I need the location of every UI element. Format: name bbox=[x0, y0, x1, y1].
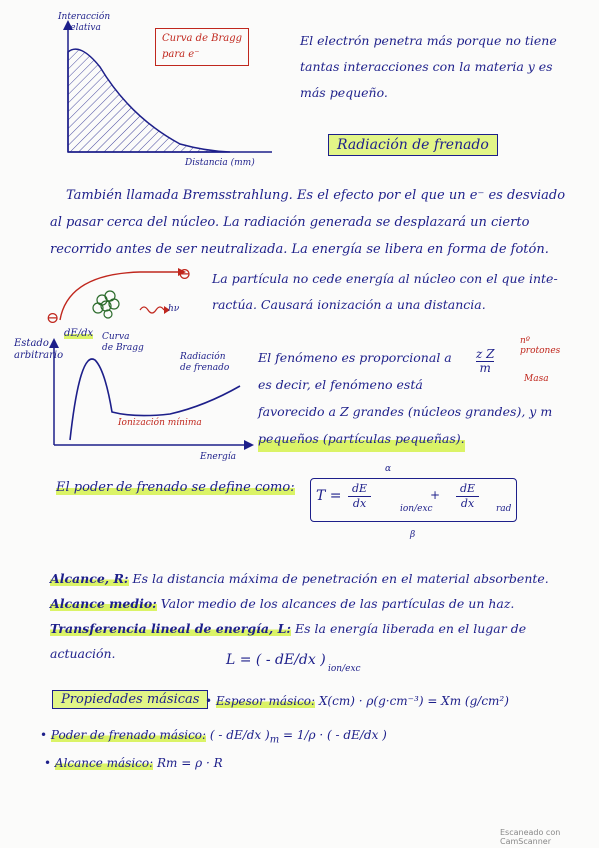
mass-bullet3 bbox=[44, 756, 223, 770]
para1-line1: También llamada Bremsstrahlung. Es el efecto por el que un e⁻ es desviado bbox=[66, 188, 566, 203]
term2-den: dx bbox=[460, 497, 475, 510]
intro-line2: tantas interacciones con la materia y es bbox=[300, 59, 553, 74]
def-let-text: Es la energía liberada en el lugar de bbox=[295, 621, 527, 636]
def-mean-text: Valor medio de los alcances de las partículas de un haz. bbox=[160, 596, 515, 611]
section-title: Radiación de frenado bbox=[328, 134, 498, 156]
intro-line1: El electrón penetra más porque no tiene bbox=[300, 33, 557, 48]
graph2-rad-label-2: de frenado bbox=[180, 363, 230, 373]
term2-sub: rad bbox=[496, 504, 512, 514]
note-protons-2: protones bbox=[520, 346, 561, 356]
mass-bullet1 bbox=[205, 694, 509, 708]
term1-num: dE bbox=[348, 482, 371, 497]
nucleus-line1: La partícula no cede energía al núcleo con el que inte- bbox=[212, 271, 558, 286]
note-mass: Masa bbox=[524, 374, 549, 384]
graph2-rad-label-1: Radiación bbox=[180, 352, 226, 362]
def-let-text2: actuación. bbox=[50, 646, 116, 661]
bragg-x-label: Distancia (mm) bbox=[185, 158, 255, 168]
def-range-term: Alcance, R: bbox=[50, 571, 129, 586]
bullet1-icon: • bbox=[205, 694, 213, 708]
graph2-axis-label: dE/dx bbox=[64, 328, 94, 339]
phenomenon-text bbox=[258, 344, 552, 452]
phenomenon-line1: El fenómeno es proporcional a bbox=[258, 350, 452, 365]
def-mean bbox=[50, 591, 549, 616]
mass-bullet2 bbox=[40, 728, 387, 745]
proportional-ratio bbox=[476, 348, 494, 375]
phenomenon-line3: favorecido a Z grandes (núcleos grandes), y m bbox=[258, 404, 553, 419]
graph2-y-label-2: arbitrario bbox=[14, 350, 64, 361]
term2-num: dE bbox=[456, 482, 479, 497]
graph2-bragg-label-1: Curva bbox=[102, 332, 130, 342]
graph2-x-label: Energía bbox=[200, 452, 236, 462]
intro-text bbox=[300, 28, 557, 106]
electron-trajectory bbox=[60, 272, 178, 320]
term2-fraction bbox=[456, 482, 479, 511]
term1-den: dx bbox=[352, 497, 367, 510]
graph2-y-label bbox=[14, 338, 63, 362]
bullet2-icon: • bbox=[40, 728, 48, 742]
phenomenon-line4: pequeños (partículas pequeñas). bbox=[258, 425, 465, 452]
graph2-bragg-label-2: de Bragg bbox=[102, 343, 144, 353]
intro-line3: más pequeño. bbox=[300, 85, 388, 100]
note-protons bbox=[520, 336, 560, 356]
bragg-y-label bbox=[58, 12, 110, 34]
bragg-y-label-1: Interacción bbox=[58, 12, 111, 22]
alpha-label: α bbox=[385, 464, 392, 474]
bragg-box-line2: para e⁻ bbox=[162, 49, 200, 60]
graph2-min-label: Ionización mínima bbox=[118, 418, 202, 428]
bullet2-formula-b: = 1/ρ · ( - dE/dx ) bbox=[283, 728, 387, 742]
photon-wave-icon bbox=[140, 307, 164, 313]
term1-fraction bbox=[348, 482, 371, 511]
note-protons-1: nº bbox=[520, 336, 531, 346]
para1-line2: al pasar cerca del núcleo. La radiación generada se desplazará un cierto bbox=[50, 215, 530, 230]
def-range bbox=[50, 566, 549, 591]
bragg-y-label-2: relativa bbox=[66, 23, 101, 33]
bullet1-formula: X(cm) · ρ(g·cm⁻³) = Xm (g/cm²) bbox=[318, 694, 509, 708]
mass-props-title: Propiedades másicas bbox=[52, 690, 208, 709]
positive-charge-icon: ⊖ bbox=[178, 264, 192, 283]
bullet3-formula: Rm = ρ · R bbox=[157, 756, 223, 770]
nucleus-line2: ractúa. Causará ionización a una distancia. bbox=[212, 297, 486, 312]
bullet3-term: Alcance másico: bbox=[54, 756, 154, 770]
term1-sub: ion/exc bbox=[400, 504, 433, 514]
ratio-denominator: m bbox=[479, 361, 491, 375]
bragg-box bbox=[155, 28, 249, 66]
stopping-power-graph bbox=[40, 330, 255, 460]
bullet2-sub: m bbox=[269, 734, 280, 746]
def-range-text: Es la distancia máxima de penetración en el material absorbente. bbox=[132, 571, 549, 586]
stopping-power-text: El poder de frenado se define como: bbox=[56, 480, 295, 495]
graph2-bragg-label bbox=[102, 332, 144, 354]
scanner-watermark: Escaneado con CamScanner bbox=[500, 828, 561, 846]
phenomenon-line2: es decir, el fenómeno está bbox=[258, 377, 423, 392]
photon-label: hν bbox=[168, 304, 180, 314]
bullet1-term: Espesor másico: bbox=[215, 694, 316, 708]
def-let-term: Transferencia lineal de energía, L: bbox=[50, 621, 292, 636]
para1-line3: recorrido antes de ser neutralizada. La energía se libera en forma de fotón. bbox=[50, 242, 549, 257]
beta-label: β bbox=[410, 530, 416, 540]
nucleus-text bbox=[212, 266, 558, 318]
formula-plus: + bbox=[430, 488, 441, 502]
def-mean-term: Alcance medio: bbox=[50, 596, 157, 611]
graph2-rad-label bbox=[180, 352, 229, 374]
graph2-y-label-1: Estado bbox=[14, 338, 49, 349]
bullet2-formula-a: ( - dE/dx ) bbox=[209, 728, 270, 742]
L-formula: L = ( - dE/dx ) bbox=[226, 652, 326, 668]
bragg-box-line1: Curva de Bragg bbox=[162, 33, 243, 44]
graph2-x-arrow-icon bbox=[244, 440, 254, 450]
electron-charge-icon: ⊖ bbox=[46, 308, 60, 327]
bullet2-term: Poder de frenado másico: bbox=[50, 728, 207, 742]
bullet3-icon: • bbox=[44, 756, 52, 770]
formula-T: T = bbox=[316, 488, 342, 504]
def-let bbox=[50, 616, 549, 641]
definitions-list bbox=[50, 566, 549, 666]
ratio-numerator: z Z bbox=[476, 347, 495, 361]
nucleus-icon bbox=[93, 291, 119, 318]
L-formula-sub: ion/exc bbox=[328, 664, 361, 674]
bremsstrahlung-paragraph bbox=[50, 182, 566, 263]
